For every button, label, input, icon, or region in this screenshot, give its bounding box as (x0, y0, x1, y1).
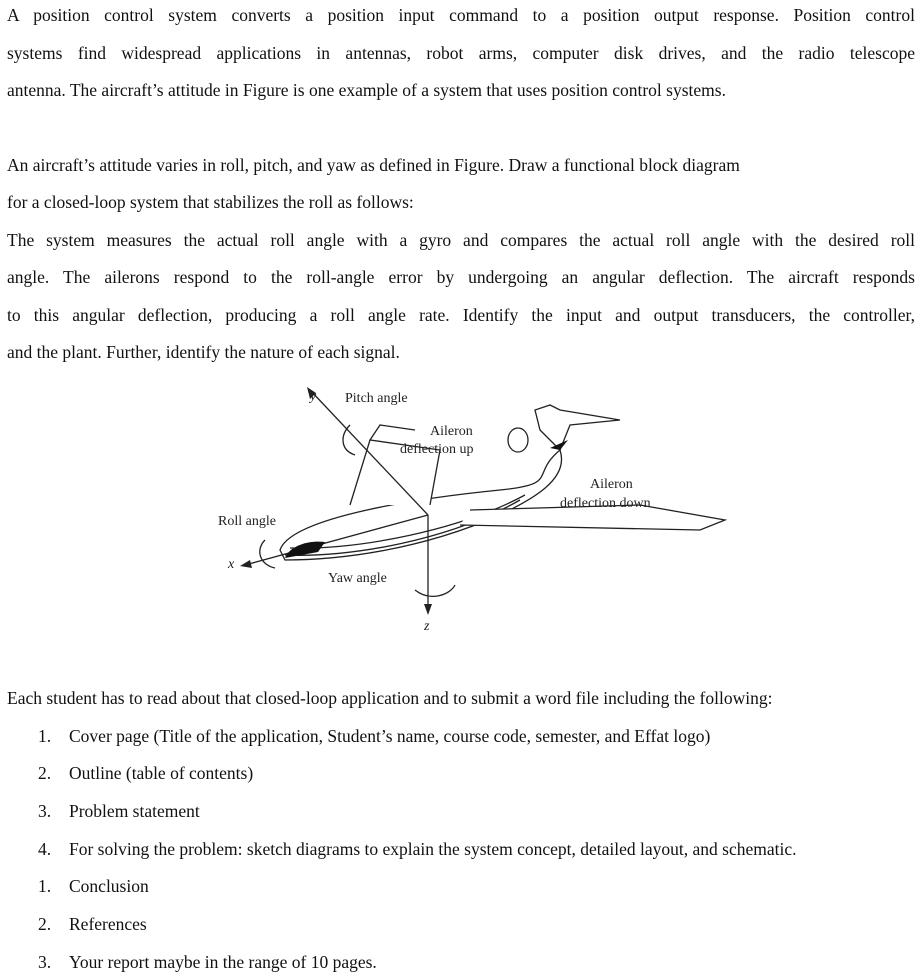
paragraph2-line: An aircraft’s attitude varies in roll, pitch, and yaw as defined in Figure. Draw a functional block diagram (7, 155, 740, 175)
list-number: 3. (38, 952, 52, 972)
list-text: Problem statement (69, 801, 200, 821)
paragraph2-line: The system measures the actual roll angle with a gyro and compares the actual roll angle with the desired roll (7, 230, 915, 250)
aileron-down-label: deflection down (560, 496, 651, 511)
list-number: 3. (38, 801, 52, 821)
roll-angle-label: Roll angle (218, 514, 276, 529)
z-axis-label: z (424, 619, 430, 634)
list-text: Cover page (Title of the application, Student’s name, course code, semester, and Effat logo) (69, 726, 711, 746)
x-axis-label: x (228, 557, 235, 572)
paragraph1-line: A position control system converts a position input command to a position output response. Position control (7, 5, 915, 25)
aileron-up-label: Aileron (430, 424, 473, 439)
list-text: References (69, 914, 147, 934)
list-text: Conclusion (69, 876, 149, 896)
list-item (38, 799, 200, 823)
aileron-up-label: deflection up (400, 442, 474, 457)
paragraph2-line: to this angular deflection, producing a roll angle rate. Identify the input and output transducers, the controller, (7, 305, 915, 325)
list-text: Outline (table of contents) (69, 763, 254, 783)
list-item (38, 950, 377, 974)
pitch-angle-label: Pitch angle (345, 391, 408, 406)
list-number: 1. (38, 876, 52, 896)
list-text: For solving the problem: sketch diagrams to explain the system concept, detailed layout, and schematic. (69, 839, 797, 859)
list-number: 1. (38, 726, 52, 746)
paragraph2-line: and the plant. Further, identify the nature of each signal. (7, 342, 400, 362)
yaw-angle-label: Yaw angle (328, 571, 387, 586)
paragraph1-line: systems find widespread applications in antennas, robot arms, computer disk drives, and the radio telescope (7, 43, 915, 63)
list-item (38, 837, 797, 861)
intro-text: Each student has to read about that closed-loop application and to submit a word file including the following: (7, 688, 773, 708)
paragraph2-line: angle. The ailerons respond to the roll-angle error by undergoing an angular deflection. The aircraft responds (7, 267, 915, 287)
list-item (38, 912, 147, 936)
aileron-down-label: Aileron (590, 477, 633, 492)
list-number: 2. (38, 914, 52, 934)
paragraph2-line: for a closed-loop system that stabilizes the roll as follows: (7, 192, 414, 212)
list-item (38, 761, 253, 785)
list-number: 2. (38, 763, 52, 783)
list-text: Your report maybe in the range of 10 pages. (69, 952, 377, 972)
paragraph1-line: antenna. The aircraft’s attitude in Figure is one example of a system that uses position control systems. (7, 80, 726, 100)
y-axis-label: y (310, 389, 317, 404)
list-item (38, 724, 710, 748)
list-number: 4. (38, 839, 52, 859)
list-item (38, 874, 149, 898)
aircraft-attitude-figure (200, 380, 740, 640)
